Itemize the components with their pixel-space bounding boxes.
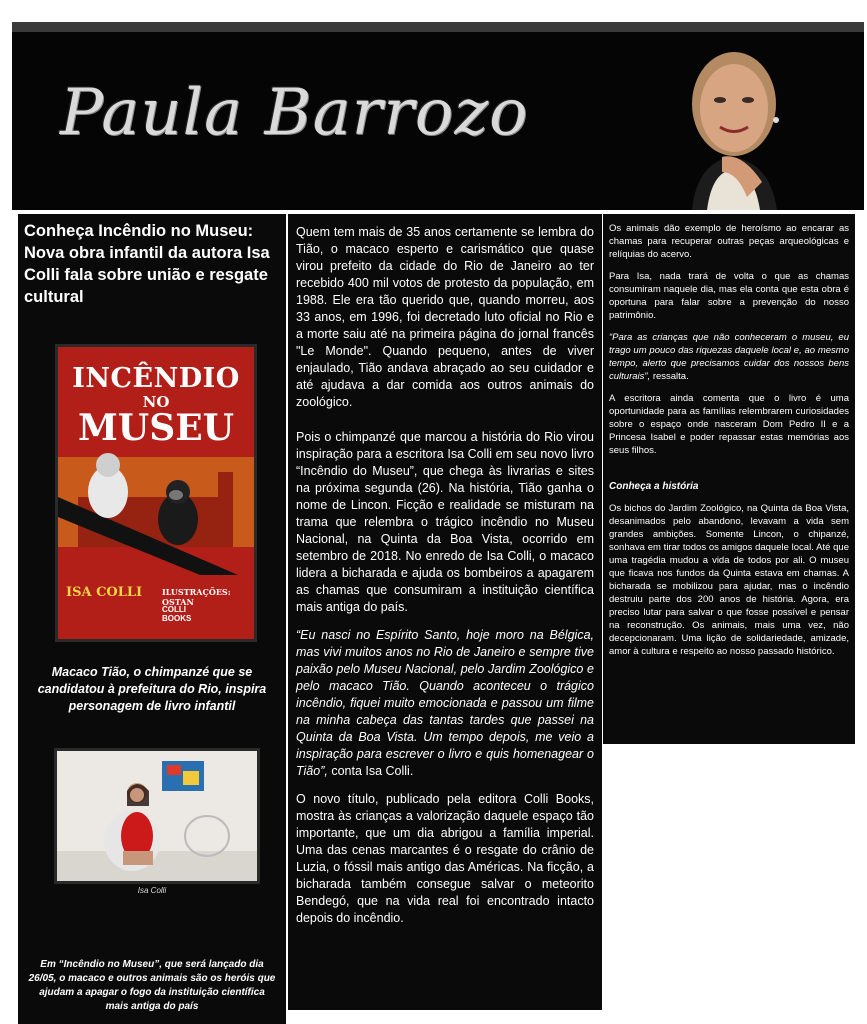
book-illustrator: ILUSTRAÇÕES: OSTAN — [162, 587, 231, 607]
top-border — [12, 22, 864, 32]
section-title: Conheça a história — [609, 481, 699, 492]
publisher-line1: COLLI — [162, 605, 186, 614]
book-author: ISA COLLI — [66, 585, 143, 600]
book-caption: Macaco Tião, o chimpanzé que se candidatou à prefeitura do Rio, inspira personagem de livro infantil — [37, 665, 267, 713]
paragraph: Os animais dão exemplo de heroísmo ao encarar as chamas para recuperar outras peças arqueológicas e relíquias do acervo. — [609, 223, 849, 260]
quote-text: “Para as crianças que não conheceram o museu, eu trago um pouco das riquezas daquele local e, ao mesmo tempo, alerto que precisamos cuidar dos nossos bens culturais”, — [609, 332, 849, 382]
quote-paragraph — [609, 331, 849, 383]
paragraph: Os bichos do Jardim Zoológico, na Quinta da Boa Vista, desanimados pelo abandono, levavam a vida sem grandes ambições. Somente Lincon, o chipanzé, sonhava em tirar todos os amigos daquele local. Até que uma tragédia mudou a vida de todos por ali. O museu que ficava nos fundos da Quinta estava em chamas. A bicharada se mobilizou para ajudar, mas o incêndio destruiu parte dos 200 anos de história. Agora, era preciso lutar para salvar o que fosse possível e pensar na reconstrução. Os animais, mais uma vez, não decepcionaram. Uma lição de solidariedade, amizade, amor à cultura e respeito ao nosso passado histórico. — [609, 503, 849, 657]
paragraph: A escritora ainda comenta que o livro é uma oportunidade para as famílias relembrarem curiosidades sobre o espaço onde nasceram Dom Pedro II e a Princesa Isabel e poder repassar estas memórias aos seus filhos. — [609, 393, 849, 456]
quote-attribution: conta Isa Colli. — [331, 764, 414, 778]
author-photo — [54, 748, 260, 884]
header-banner — [12, 32, 864, 210]
quote-paragraph — [296, 627, 594, 780]
author-portrait-image — [652, 32, 812, 210]
publisher-line2: BOOKS — [162, 614, 192, 623]
paragraph: Pois o chimpanzé que marcou a história do Rio virou inspiração para a escritora Isa Colli em seu novo livro “Incêndio do Museu”, que chega às livrarias e sites na próxima segunda (26). Na história, Tião ganha o nome de Lincon. Ficção e realidade se misturam na trama que relembra o trágico incêndio no Museu Nacional, na Quinta da Boa Vista, ocorrido em setembro de 2018. No enredo de Isa Colli, o macaco lidera a bicharada e ajuda os bombeiros a apagarem as chamas que consumiram a instituição científica mais antiga do país. — [296, 430, 594, 614]
paragraph: Quem tem mais de 35 anos certamente se lembra do Tião, o macaco esperto e carismático que quase virou prefeito da cidade do Rio de Janeiro ao ter recebido 400 mil votos de protesto da população, em 1988. Ele era tão querido que, quando morreu, aos 33 anos, em 1996, foi decretado luto oficial no Rio e a morte saiu até na primeira página do jornal francês "Le Monde". Quando pequeno, antes de viver enjaulado, Tião andava abraçado ao seu cuidador e até ajudava a dar comida aos outros animais do zoológico. — [296, 225, 594, 409]
article-headline: Conheça Incêndio no Museu: Nova obra infantil da autora Isa Colli fala sobre união e resgate cultural — [24, 222, 270, 306]
banner-title: Paula Barrozo — [60, 76, 529, 150]
paragraph: Para Isa, nada trará de volta o que as chamas consumiram naquele dia, mas ela conta que esta obra é oportuna para falar sobre a prevenção do nosso patrimônio. — [609, 271, 849, 321]
book-title-line1: INCÊNDIO — [72, 363, 240, 394]
middle-column — [288, 214, 602, 1010]
quote-text: “Eu nasci no Espírito Santo, hoje moro na Bélgica, mas vivi muitos anos no Rio de Janeiro e sempre tive paixão pelo Museu Nacional, pelo Jardim Zoológico e pelo macaco Tião. Quando aconteceu o trágico incêndio, fiquei muito emocionada e passou um filme na minha cabeça das tantas tardes que passei na Quinta da Boa Vista. Um tempo depois, me veio a inspiração para escrever o livro e quis homenagear o Tião”, — [296, 628, 594, 778]
book-title-line2: NO — [142, 393, 170, 411]
photo-caption: Isa Colli — [137, 886, 167, 895]
book-title-line3: MUSEU — [77, 407, 235, 449]
right-column — [603, 214, 855, 744]
author-photo-illustration — [57, 751, 257, 881]
article-subcaption: Em “Incêndio no Museu”, que será lançado dia 26/05, o macaco e outros animais são os heróis que ajudam a apagar o fogo da instituição científica mais antiga do país — [28, 959, 276, 1012]
left-column — [18, 214, 286, 1024]
book-publisher-logo — [162, 605, 191, 623]
quote-attribution: ressalta. — [652, 371, 689, 382]
book-cover-image — [55, 344, 257, 642]
paragraph: O novo título, publicado pela editora Colli Books, mostra às crianças a valorização daquele espaço tão importante, que um dia abrigou a família imperial. Uma das cenas marcantes é o resgate do crânio de Luzia, o fóssil mais antigo das Américas. Na ficção, a bicharada também consegue salvar o meteorito Bendegó, que na vida real foi encontrado intacto depois do incêndio. — [296, 792, 594, 925]
